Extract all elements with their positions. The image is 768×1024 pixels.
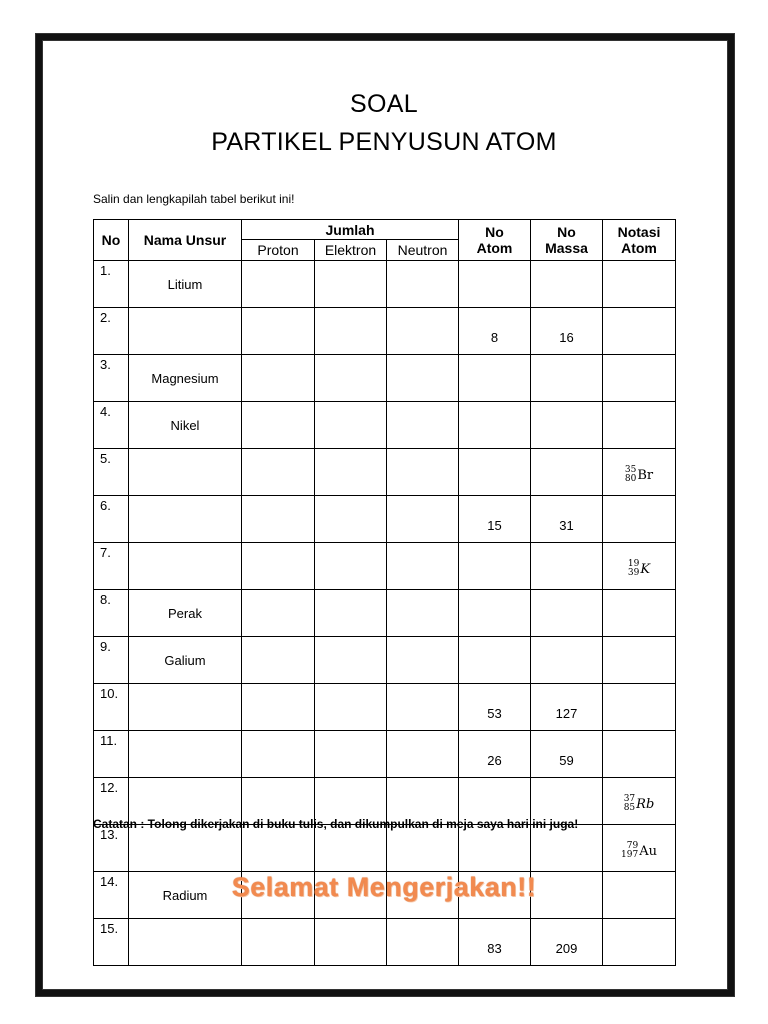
- neutron-count: [387, 449, 459, 496]
- proton-count: [242, 449, 315, 496]
- header-notasi-atom: [603, 220, 676, 261]
- atomic-number: [459, 825, 531, 872]
- notation-numbers: [621, 842, 638, 860]
- notation-bottom: 197: [621, 850, 639, 860]
- atomic-number: [459, 355, 531, 402]
- table-row: [94, 308, 676, 355]
- elektron-count: [315, 308, 387, 355]
- element-name: Magnesium: [129, 355, 242, 402]
- proton-count: [242, 402, 315, 449]
- atom-notation: [603, 684, 676, 731]
- notation-top: 35: [624, 465, 637, 475]
- mass-number: 59: [531, 731, 603, 778]
- elektron-count: [315, 684, 387, 731]
- header-notasi-line2: Atom: [621, 240, 657, 256]
- header-no-massa: [531, 220, 603, 261]
- elektron-count: [315, 496, 387, 543]
- header-no-massa-line1: No: [557, 224, 576, 240]
- proton-count: [242, 590, 315, 637]
- element-name: Perak: [129, 590, 242, 637]
- element-name: Nikel: [129, 402, 242, 449]
- element-name: [129, 543, 242, 590]
- row-number: 8.: [94, 590, 129, 637]
- atom-table: [93, 219, 676, 966]
- elektron-count: [315, 637, 387, 684]
- neutron-count: [387, 731, 459, 778]
- neutron-count: [387, 496, 459, 543]
- atomic-number: 26: [459, 731, 531, 778]
- elektron-count: [315, 261, 387, 308]
- header-no-atom: [459, 220, 531, 261]
- table-row: [94, 919, 676, 966]
- atom-notation: [603, 449, 676, 496]
- instruction-text: Salin dan lengkapilah tabel berikut ini!: [93, 192, 295, 206]
- mass-number: [531, 449, 603, 496]
- notation-element-symbol: Au: [639, 843, 657, 859]
- header-no-atom-line2: Atom: [476, 240, 513, 256]
- row-number: 13.: [94, 825, 129, 872]
- header-no: No: [94, 220, 129, 261]
- mass-number: [531, 261, 603, 308]
- proton-count: [242, 637, 315, 684]
- mass-number: 31: [531, 496, 603, 543]
- header-no-atom-line1: No: [485, 224, 504, 240]
- proton-count: [242, 731, 315, 778]
- atomic-number: 8: [459, 308, 531, 355]
- notation-top: 79: [626, 841, 639, 851]
- atomic-number: [459, 543, 531, 590]
- mass-number: [531, 402, 603, 449]
- elektron-count: [315, 919, 387, 966]
- proton-count: [242, 684, 315, 731]
- element-name: [129, 496, 242, 543]
- notation-bottom: 80: [624, 474, 637, 484]
- row-number: 1.: [94, 261, 129, 308]
- mass-number: [531, 637, 603, 684]
- row-number: 6.: [94, 496, 129, 543]
- atomic-number: [459, 449, 531, 496]
- notation-symbol: [621, 842, 657, 860]
- atom-notation: [603, 308, 676, 355]
- page-subtitle: PARTIKEL PENYUSUN ATOM: [211, 128, 557, 156]
- atom-notation: [603, 590, 676, 637]
- notation-symbol: [624, 795, 655, 813]
- neutron-count: [387, 355, 459, 402]
- notation-bottom: 39: [627, 568, 640, 578]
- header-jumlah: Jumlah: [242, 220, 459, 240]
- header-elektron: Elektron: [315, 240, 387, 261]
- neutron-count: [387, 684, 459, 731]
- table-body: [94, 261, 676, 966]
- row-number: 4.: [94, 402, 129, 449]
- table-row: [94, 402, 676, 449]
- row-number: 15.: [94, 919, 129, 966]
- elektron-count: [315, 590, 387, 637]
- neutron-count: [387, 402, 459, 449]
- atomic-number: [459, 402, 531, 449]
- mass-number: 209: [531, 919, 603, 966]
- atomic-number: 53: [459, 684, 531, 731]
- atom-notation: [603, 731, 676, 778]
- atom-notation: [603, 261, 676, 308]
- mass-number: 127: [531, 684, 603, 731]
- neutron-count: [387, 261, 459, 308]
- notation-numbers: [628, 560, 639, 578]
- mass-number: [531, 355, 603, 402]
- row-number: 14.: [94, 872, 129, 919]
- row-number: 3.: [94, 355, 129, 402]
- notation-symbol: [628, 560, 650, 578]
- notation-top: 37: [623, 794, 636, 804]
- row-number: 7.: [94, 543, 129, 590]
- table-row: [94, 637, 676, 684]
- atomic-number: [459, 261, 531, 308]
- neutron-count: [387, 637, 459, 684]
- notation-element-symbol: Br: [637, 467, 654, 483]
- atomic-number: [459, 590, 531, 637]
- neutron-count: [387, 919, 459, 966]
- notation-top: 19: [627, 559, 640, 569]
- atom-notation: [603, 778, 676, 825]
- notation-bottom: 85: [623, 803, 636, 813]
- element-name: [129, 731, 242, 778]
- header-no-massa-line2: Massa: [545, 240, 588, 256]
- atom-notation: [603, 825, 676, 872]
- element-name: Radium: [129, 872, 242, 919]
- row-number: 12.: [94, 778, 129, 825]
- table-row: [94, 449, 676, 496]
- proton-count: [242, 825, 315, 872]
- proton-count: [242, 919, 315, 966]
- row-number: 2.: [94, 308, 129, 355]
- elektron-count: [315, 355, 387, 402]
- row-number: 11.: [94, 731, 129, 778]
- row-number: 10.: [94, 684, 129, 731]
- atom-notation: [603, 543, 676, 590]
- note-text: Catatan : Tolong dikerjakan di buku tulis, dan dikumpulkan di meja saya hari ini juga!: [93, 817, 579, 831]
- element-name: [129, 825, 242, 872]
- element-name: Litium: [129, 261, 242, 308]
- notation-element-symbol: Rb: [636, 796, 655, 812]
- neutron-count: [387, 308, 459, 355]
- table-row: [94, 355, 676, 402]
- table-row: [94, 261, 676, 308]
- proton-count: [242, 261, 315, 308]
- atomic-number: 15: [459, 496, 531, 543]
- elektron-count: [315, 825, 387, 872]
- atom-notation: [603, 496, 676, 543]
- mass-number: [531, 825, 603, 872]
- table-row: [94, 590, 676, 637]
- mass-number: [531, 590, 603, 637]
- element-name: [129, 308, 242, 355]
- element-name: Galium: [129, 637, 242, 684]
- table-row: [94, 825, 676, 872]
- proton-count: [242, 543, 315, 590]
- notation-numbers: [625, 466, 636, 484]
- table-row: [94, 543, 676, 590]
- closing-message: Selamat Mengerjakan!!: [231, 872, 537, 902]
- row-number: 5.: [94, 449, 129, 496]
- atom-notation: [603, 919, 676, 966]
- table-row: [94, 731, 676, 778]
- element-name: [129, 684, 242, 731]
- header-nama-unsur: Nama Unsur: [129, 220, 242, 261]
- table-row: [94, 496, 676, 543]
- notation-numbers: [624, 795, 635, 813]
- neutron-count: [387, 543, 459, 590]
- page-title: SOAL: [350, 90, 418, 118]
- proton-count: [242, 355, 315, 402]
- atom-notation: [603, 637, 676, 684]
- proton-count: [242, 496, 315, 543]
- atomic-number: [459, 637, 531, 684]
- neutron-count: [387, 825, 459, 872]
- neutron-count: [387, 590, 459, 637]
- mass-number: [531, 543, 603, 590]
- notation-symbol: [625, 466, 653, 484]
- header-notasi-line1: Notasi: [617, 224, 661, 240]
- notation-element-symbol: K: [640, 561, 651, 577]
- element-name: [129, 919, 242, 966]
- table-row: [94, 684, 676, 731]
- header-proton: Proton: [242, 240, 315, 261]
- atomic-number: 83: [459, 919, 531, 966]
- row-number: 9.: [94, 637, 129, 684]
- atom-notation: [603, 355, 676, 402]
- elektron-count: [315, 731, 387, 778]
- header-neutron: Neutron: [387, 240, 459, 261]
- elektron-count: [315, 543, 387, 590]
- elektron-count: [315, 449, 387, 496]
- elektron-count: [315, 402, 387, 449]
- atom-notation: [603, 402, 676, 449]
- proton-count: [242, 308, 315, 355]
- element-name: [129, 449, 242, 496]
- mass-number: 16: [531, 308, 603, 355]
